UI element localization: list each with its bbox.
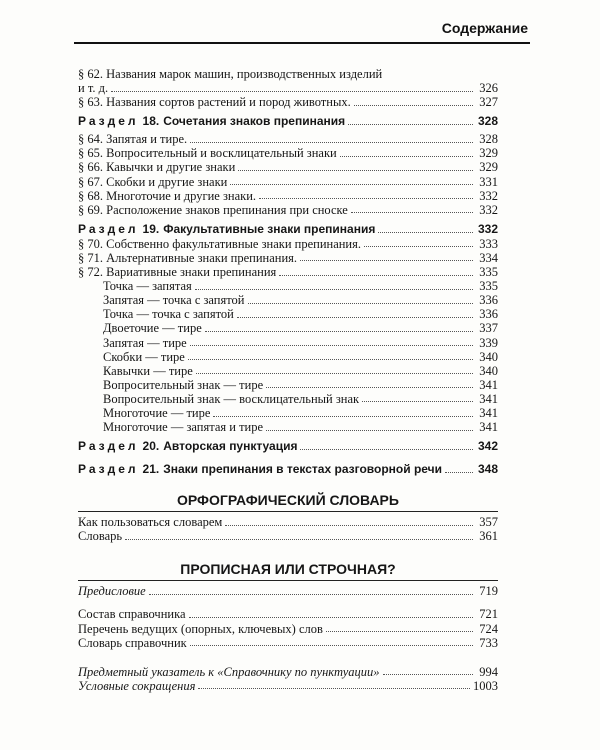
toc-entry xyxy=(78,636,498,650)
toc-entry-text: § 67. Скобки и другие знаки xyxy=(78,174,228,189)
toc-entry-text: Вопросительный знак — тире xyxy=(103,377,264,392)
toc-entry xyxy=(78,622,498,636)
leader-dots xyxy=(188,359,473,360)
toc-entry-text: Многоточие — запятая и тире xyxy=(103,420,264,435)
section-title: Сочетания знаков препинания xyxy=(163,114,346,129)
running-header-title: Содержание xyxy=(441,20,528,36)
leader-dots xyxy=(364,246,473,247)
toc-entry-text: § 72. Вариативные знаки препинания xyxy=(78,265,277,280)
toc-entry-text: Двоеточие — тире xyxy=(103,321,202,336)
toc-subentry xyxy=(78,350,498,364)
toc-page-number: 336 xyxy=(479,307,498,322)
toc-page-number: 339 xyxy=(479,335,498,350)
toc-subentry xyxy=(78,307,498,321)
dictionary-heading: ОРФОГРАФИЧЕСКИЙ СЛОВАРЬ xyxy=(177,492,399,509)
toc-page-number: 327 xyxy=(479,95,498,110)
toc-entry-text: Запятая — тире xyxy=(103,335,187,350)
toc-page-number: 719 xyxy=(479,584,498,599)
leader-dots xyxy=(195,289,473,290)
toc-entry xyxy=(78,607,498,621)
section-number: 19. xyxy=(142,221,160,236)
toc-page-number: 333 xyxy=(479,236,498,251)
toc-entry-text: Запятая — точка с запятой xyxy=(103,293,245,308)
toc-page-number: 332 xyxy=(477,221,498,236)
toc-entry-preface xyxy=(78,584,498,598)
toc-page-number: 733 xyxy=(479,635,498,650)
toc-page-number: 357 xyxy=(479,515,498,530)
section-rule xyxy=(78,511,498,512)
toc-entry xyxy=(78,67,498,81)
toc-page-number: 342 xyxy=(477,439,498,454)
toc-entry-text: Точка — точка с запятой xyxy=(103,307,234,322)
toc-subentry xyxy=(78,321,498,335)
toc-page-number: 329 xyxy=(479,146,498,161)
toc-entry-abbreviations xyxy=(78,679,498,693)
section-heading-20 xyxy=(78,439,498,454)
toc-entry xyxy=(78,251,498,265)
leader-dots xyxy=(279,275,473,276)
toc-page-number: 340 xyxy=(479,363,498,378)
toc-entry-text: Вопросительный знак — восклицательный знак xyxy=(103,391,360,406)
toc-subentry xyxy=(78,364,498,378)
toc-entry-text: § 64. Запятая и тире. xyxy=(78,132,188,147)
toc-page-number: 334 xyxy=(479,250,498,265)
section-heading-19 xyxy=(78,222,498,237)
toc-subentry xyxy=(78,336,498,350)
leader-dots xyxy=(196,373,473,374)
section-word: Раздел xyxy=(78,114,139,129)
toc-page-number: 328 xyxy=(477,114,498,129)
toc-entry xyxy=(78,515,498,529)
toc-entry-text: Многоточие — тире xyxy=(103,405,211,420)
section-word: Раздел xyxy=(78,221,139,236)
leader-dots xyxy=(198,688,470,689)
toc-subentry xyxy=(78,406,498,420)
toc-entry xyxy=(78,81,498,95)
toc-entry-text: Как пользоваться словарем xyxy=(78,515,223,530)
capitalization-heading: ПРОПИСНАЯ ИЛИ СТРОЧНАЯ? xyxy=(180,561,396,578)
toc-page-number: 341 xyxy=(479,391,498,406)
leader-dots xyxy=(351,212,473,213)
toc-page-number: 341 xyxy=(479,405,498,420)
toc-entry xyxy=(78,189,498,203)
toc-entry-text: § 68. Многоточие и другие знаки. xyxy=(78,188,257,203)
toc-entry-text: § 66. Кавычки и другие знаки xyxy=(78,160,236,175)
toc-entry xyxy=(78,529,498,543)
toc-page-number: 326 xyxy=(479,81,498,96)
leader-dots xyxy=(237,317,473,318)
toc-entry xyxy=(78,265,498,279)
toc-page-number: 336 xyxy=(479,293,498,308)
section-heading-21 xyxy=(78,462,498,477)
toc-page-number: 329 xyxy=(479,160,498,175)
leader-dots xyxy=(205,331,473,332)
toc-entry xyxy=(78,146,498,160)
toc-entry xyxy=(78,203,498,217)
leader-dots xyxy=(149,594,473,595)
toc-page-number: 341 xyxy=(479,377,498,392)
toc-page-number: 348 xyxy=(477,462,498,477)
toc-entry-text: Кавычки — тире xyxy=(103,363,193,378)
leader-dots xyxy=(445,472,473,473)
toc-entry-text: и т. д. xyxy=(78,81,109,96)
toc-entry-text: § 71. Альтернативные знаки препинания. xyxy=(78,250,298,265)
toc-entry xyxy=(78,175,498,189)
toc-entry-text: Словарь справочник xyxy=(78,635,187,650)
leader-dots xyxy=(383,674,473,675)
leader-dots xyxy=(362,401,473,402)
leader-dots xyxy=(300,449,473,450)
toc-entry-text: Скобки — тире xyxy=(103,349,185,364)
leader-dots xyxy=(189,617,473,618)
toc-page-number: 361 xyxy=(479,529,498,544)
leader-dots xyxy=(248,303,474,304)
leader-dots xyxy=(190,142,473,143)
toc-entry-text: § 69. Расположение знаков препинания при сноске xyxy=(78,202,348,217)
toc-entry-text: § 62. Названия марок машин, производственных изделий xyxy=(78,67,383,81)
header-rule xyxy=(74,42,530,44)
section-rule xyxy=(78,580,498,581)
toc-entry-index xyxy=(78,665,498,679)
section-number: 21. xyxy=(142,462,160,477)
toc-page-number: 335 xyxy=(479,265,498,280)
section-title: Факультативные знаки препинания xyxy=(163,221,376,236)
toc-entry-text: § 65. Вопросительный и восклицательный знаки xyxy=(78,146,337,161)
toc-page-number: 341 xyxy=(479,420,498,435)
leader-dots xyxy=(326,631,473,632)
toc-page-number: 331 xyxy=(479,174,498,189)
section-title: Знаки препинания в текстах разговорной речи xyxy=(163,462,442,477)
toc-subentry xyxy=(78,378,498,392)
toc-page-number: 724 xyxy=(479,621,498,636)
leader-dots xyxy=(213,416,473,417)
section-word: Раздел xyxy=(78,439,139,454)
toc-page-number: 994 xyxy=(479,664,498,679)
toc-page-number: 332 xyxy=(479,202,498,217)
leader-dots xyxy=(190,345,473,346)
leader-dots xyxy=(378,232,473,233)
section-number: 20. xyxy=(142,439,160,454)
toc-page-number: 721 xyxy=(479,607,498,622)
leader-dots xyxy=(340,156,473,157)
section-heading-18 xyxy=(78,114,498,129)
section-title: Авторская пунктуация xyxy=(163,439,298,454)
toc-entry xyxy=(78,237,498,251)
toc-page-number: 335 xyxy=(479,279,498,294)
leader-dots xyxy=(259,198,473,199)
leader-dots xyxy=(266,387,473,388)
toc-page-number: 337 xyxy=(479,321,498,336)
toc-subentry xyxy=(78,279,498,293)
toc-entry-text: Состав справочника xyxy=(78,607,186,622)
toc-entry xyxy=(78,95,498,109)
leader-dots xyxy=(190,645,473,646)
leader-dots xyxy=(238,170,473,171)
toc-entry-text: Перечень ведущих (опорных, ключевых) слов xyxy=(78,621,323,636)
leader-dots xyxy=(300,260,473,261)
leader-dots xyxy=(225,525,473,526)
toc-entry-text: Предисловие xyxy=(78,584,146,599)
toc-entry-text: Предметный указатель к «Справочнику по пунктуации» xyxy=(78,664,380,679)
leader-dots xyxy=(230,184,473,185)
toc-subentry xyxy=(78,420,498,434)
toc-entry-text: Условные сокращения xyxy=(78,678,196,693)
toc-page-number: 340 xyxy=(479,349,498,364)
toc-entry-text: Точка — запятая xyxy=(103,279,192,294)
toc-page-number: 332 xyxy=(479,188,498,203)
leader-dots xyxy=(354,105,473,106)
toc-subentry xyxy=(78,392,498,406)
leader-dots xyxy=(125,539,473,540)
toc-entry-text: § 63. Названия сортов растений и пород животных. xyxy=(78,95,351,110)
leader-dots xyxy=(348,124,473,125)
section-word: Раздел xyxy=(78,462,139,477)
toc-entry xyxy=(78,132,498,146)
toc-subentry xyxy=(78,293,498,307)
toc-entry xyxy=(78,160,498,174)
section-number: 18. xyxy=(142,114,160,129)
toc-entry-text: § 70. Собственно факультативные знаки препинания. xyxy=(78,236,361,251)
leader-dots xyxy=(111,91,473,92)
toc-page-number: 1003 xyxy=(473,678,498,693)
leader-dots xyxy=(266,430,473,431)
table-of-contents xyxy=(78,67,498,693)
toc-page-number: 328 xyxy=(479,132,498,147)
toc-entry-text: Словарь xyxy=(78,529,123,544)
